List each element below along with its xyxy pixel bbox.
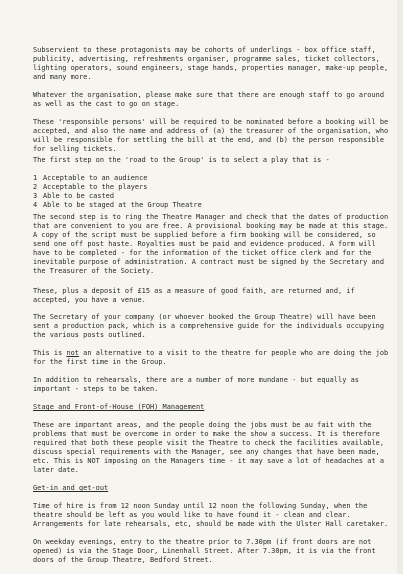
list-number: 3 [33,192,38,200]
list-item [33,192,389,201]
paragraph-staff [33,46,389,82]
paragraph-text: The Secretary of your company (or whoever booked the Group Theatre) will have been sent a production pack, which is a comprehensive guide for the individuals occupying the various posts outlined. [33,313,384,339]
paragraph-text [33,349,389,367]
paragraph-production-pack [33,313,389,340]
list-number: 1 [33,174,38,182]
paragraph-text: These are important areas, and the people doing the jobs must be au fait with the problems that must be overcome in order to make the show a success. It is therefore required that both these people visit the Theatre to check the facilities available, discuss special requirements with the Manager, see any changes that have been made, etc. This is NOT imposing on the Managers time - it may save a lot of headaches at a later date. [33,421,384,474]
paragraph-text: On weekday evenings, entry to the theatre prior to 7.30pm (if front doors are not opened) is via the Stage Door, Linenhall Street. After 7.30pm, it is via the front doors of the Group Theatre, Bedford Street. [33,538,376,564]
paragraph-text: These, plus a deposit of £15 as a measure of good faith, are returned and, if accepted, you have a venue. [33,287,355,304]
heading-text: Get-in and get-out [33,484,109,492]
paragraph-text: The second step is to ring the Theatre Manager and check that the dates of production that are convenient to you are free. A provisional booking may be made at this stage. A copy of the script must be supplied before a firm booking will be considered, so send one off post haste. Royalties must be paid and evidence produced. A form will have to be completed - for the information of the ticket office clerk and for the inevitable purpose of administration. A contract must be signed by the Secretary and the Treasurer of the Society. [33,213,389,275]
list-item [33,201,389,210]
section-heading-foh [33,403,389,412]
list-item [33,174,389,183]
paragraph-text: Whatever the organisation, please make sure that there are enough staff to go around as well as the cast to go on stage. [33,91,384,108]
paragraph-text: The first step on the 'road to the Group' is to select a play that is - [33,156,330,164]
paragraph-second-step [33,213,389,276]
paragraph-time-of-hire [33,502,389,529]
paragraph-deposit [33,287,389,305]
heading-text: Stage and Front-of-House (FOH) Management [33,403,205,411]
criteria-list [33,174,389,210]
paragraph-text: In addition to rehearsals, there are a number of more mundane - but equally as important - steps to be taken. [33,376,359,393]
paragraph-text: These 'responsible persons' will be required to be nominated before a booking will be accepted, and also the name and address of (a) the treasurer of the organisation, who will be responsible for settling the bill at the end, and (b) the person responsible for selling tickets. [33,118,389,153]
emphasis-not: not [66,349,79,357]
paragraph-important-areas [33,421,389,475]
list-text: Able to be staged at the Group Theatre [43,201,202,209]
list-text: Able to be casted [43,192,115,200]
paragraph-text: Time of hire is from 12 noon Sunday until 12 noon the following Sunday, when the theatre should be left as you would like to have found it - clean and clear. Arrangements for late rehearsals, etc, should be made with the Ulster Hall caretaker. [33,502,389,528]
list-text: Acceptable to the players [43,183,148,191]
text-run: This is [33,349,67,357]
paragraph-text: Subservient to these protagonists may be cohorts of underlings - box office staff, publicity, advertising, refreshments organiser, programme sales, ticket collectors, lighting operators, sound engineers, stage hands, properties manager, make-up people, and many more. [33,46,389,81]
list-number: 2 [33,183,38,191]
paragraph-rehearsals [33,376,389,394]
text-run: an alternative to a visit to the theatre for people who are doing the job for the first time in the Group. [33,349,389,366]
section-heading-get-in [33,484,389,493]
page-edge-shadow [397,0,403,574]
paragraph-responsible-persons [33,118,389,154]
paragraph-first-step [33,156,389,165]
list-item [33,183,389,192]
paragraph-not-alternative [33,349,389,367]
paragraph-weekday-entry [33,538,389,565]
paragraph-organisation [33,91,389,109]
list-text: Acceptable to an audience [43,174,148,182]
list-number: 4 [33,201,38,209]
